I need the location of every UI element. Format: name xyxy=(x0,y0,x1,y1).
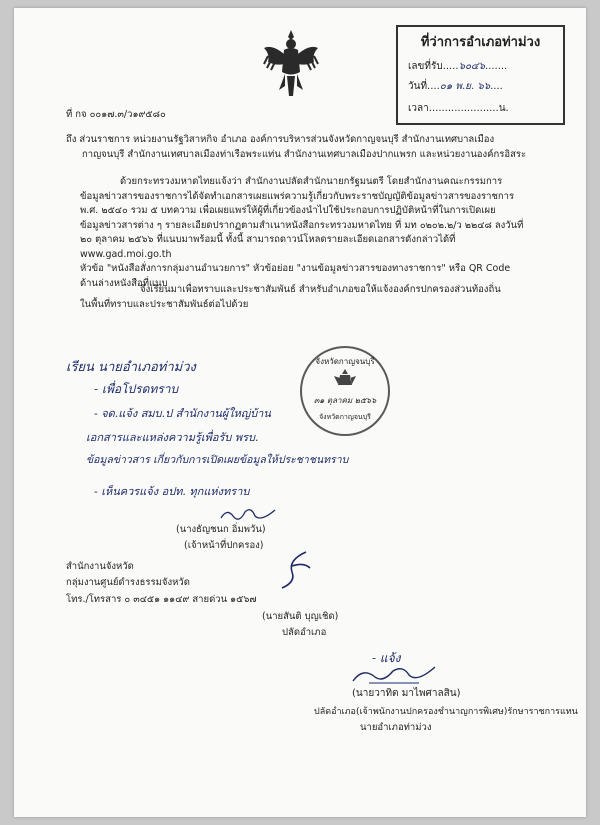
body-p1-line: ด้านล่างหนังสือที่แนบ xyxy=(80,277,168,289)
clerk-name: (นายสันติ บุญเชิด) xyxy=(262,611,339,622)
body-p1-line: ข้อมูลข่าวสารของราชการได้จัดทำเอกสารเผยแพร่ความรู้เกี่ยวกับพระราชบัญญัติข้อมูลข่าวสารของราชการ xyxy=(80,190,515,202)
sender-office: สำนักงานจังหวัด xyxy=(66,561,134,572)
approver-title-1: ปลัดอำเภอ(เจ้าพนักงานปกครองชำนาญการพิเศษ)รักษาราชการแทน xyxy=(314,707,578,717)
stamp-date-label: วันที่ xyxy=(408,81,428,92)
handwritten-line-5: ข้อมูลข่าวสาร เกี่ยวกับการเปิดเผยข้อมูลให้ประชาชนทราบ xyxy=(86,454,349,466)
approver-name: (นายวาทิต มาไพศาลสิน) xyxy=(352,688,461,699)
stamp-date-value: ๐๑ พ.ย. ๖๖ xyxy=(439,81,491,92)
body-p1-line: ข้อมูลข่าวสารต่าง ๆ รายละเอียดปรากฏตามสำเนาหนังสือกระทรวงมหาดไทย ที่ มท ๐๒๐๒.๒/ว ๒๒๔๘ ลงวันที่ xyxy=(80,219,524,231)
stamp-received-value: ๖๐๔๖ xyxy=(458,61,485,72)
receipt-stamp xyxy=(396,25,565,125)
body-p1-line: ๒๐ ตุลาคม ๒๕๖๖ ที่แนบมาพร้อมนี้ ทั้งนี้ สามารถดาวน์โหลดรายละเอียดเอกสารดังกล่าวได้ที่ www.gad.moi.go.th xyxy=(80,234,456,260)
handwritten-line-2: - เพื่อโปรดทราบ xyxy=(94,382,179,396)
handwritten-line-6: - เห็นควรแจ้ง อปท. ทุกแห่งทราบ xyxy=(94,485,250,498)
officer-signature-icon xyxy=(219,506,279,522)
garuda-emblem-icon xyxy=(262,28,320,100)
stamp-time-suffix: น. xyxy=(498,103,509,114)
seal-garuda-icon xyxy=(332,368,358,390)
stamp-received-label: เลขที่รับ xyxy=(408,61,443,72)
handwritten-line-3: - จด.แจ้ง สมบ.ป สำนักงานผู้ใหญ่บ้าน xyxy=(94,407,271,420)
body-p2-line: ในพื้นที่ทราบและประชาสัมพันธ์ต่อไปด้วย xyxy=(80,298,249,310)
approver-signature-icon xyxy=(349,663,439,687)
officer-name: (นางธัญชนก อิ่มพวัน) xyxy=(176,524,266,535)
body-paragraph-1 xyxy=(80,175,535,291)
clerk-title: ปลัดอำเภอ xyxy=(282,627,327,638)
stamp-title: ที่ว่าการอำเภอท่าม่วง xyxy=(420,35,541,50)
body-p1-line: หัวข้อ "หนังสือสั่งการกลุ่มงานอำนวยการ" หัวข้อย่อย "งานข้อมูลข่าวสารของทางราชการ" หรือ QR Code xyxy=(80,263,511,274)
reference-number: ที่ กจ ๐๐๑๗.๓/ว๑๙๕๘๐ xyxy=(66,109,166,120)
officer-title: (เจ้าหน้าที่ปกครอง) xyxy=(184,540,264,551)
document-page xyxy=(14,8,586,817)
clerk-signature-icon xyxy=(276,548,316,590)
body-p2-line: จึงเรียนมาเพื่อทราบและประชาสัมพันธ์ สำหรับอำเภอขอให้แจ้งองค์กรปกครองส่วนท้องถิ่น xyxy=(140,284,501,295)
stamp-date-row: วันที่....๐๑ พ.ย. ๖๖.... xyxy=(408,81,503,92)
seal-bottom-text: จังหวัดกาญจนบุรี xyxy=(319,413,371,421)
body-p1-line: ด้วยกระทรวงมหาดไทยแจ้งว่า สำนักงานปลัดสำนักนายกรัฐมนตรี โดยสำนักงานคณะกรรมการ xyxy=(120,176,503,187)
approver-note: - แจ้ง xyxy=(372,651,401,665)
body-p1-line: พ.ศ. ๒๕๔๐ รวม ๕ บทความ เพื่อเผยแพร่ให้ผู้ที่เกี่ยวข้องนำไปใช้ประกอบการปฏิบัติหน้าที่ในการเปิดเผย xyxy=(80,205,496,216)
provincial-seal xyxy=(300,346,390,436)
seal-top-text: จังหวัดกาญจนบุรี xyxy=(315,357,375,366)
approver-title-2: นายอำเภอท่าม่วง xyxy=(360,722,432,733)
sender-unit: กลุ่มงานศูนย์ดำรงธรรมจังหวัด xyxy=(66,577,190,588)
sender-contact: โทร./โทรสาร ๐ ๓๔๕๑ ๑๑๔๙ สายด่วน ๑๕๖๗ xyxy=(66,594,257,605)
stamp-time-row: เวลา......................น. xyxy=(408,103,509,114)
body-paragraph-2 xyxy=(80,283,535,312)
seal-date-text: ๓๑ ตุลาคม ๒๕๖๖ xyxy=(313,396,377,405)
stamp-time-label: เวลา xyxy=(408,103,429,114)
stamp-received-row: เลขที่รับ.....๖๐๔๖....... xyxy=(408,61,508,72)
addressee-line-2: กาญจนบุรี สำนักงานเทศบาลเมืองท่าเรือพระแท่น สำนักงานเทศบาลเมืองปากแพรก และหน่วยงานองค์กรอิสระ xyxy=(82,149,527,160)
handwritten-line-1: เรียน นายอำเภอท่าม่วง xyxy=(66,360,196,375)
addressee-line-1: ถึง ส่วนราชการ หน่วยงานรัฐวิสาหกิจ อำเภอ องค์การบริหารส่วนจังหวัดกาญจนบุรี สำนักงานเทศบาลเมือง xyxy=(66,134,495,145)
handwritten-line-4: เอกสารและแหล่งความรู้เพื่อรับ พรบ. xyxy=(86,431,259,444)
